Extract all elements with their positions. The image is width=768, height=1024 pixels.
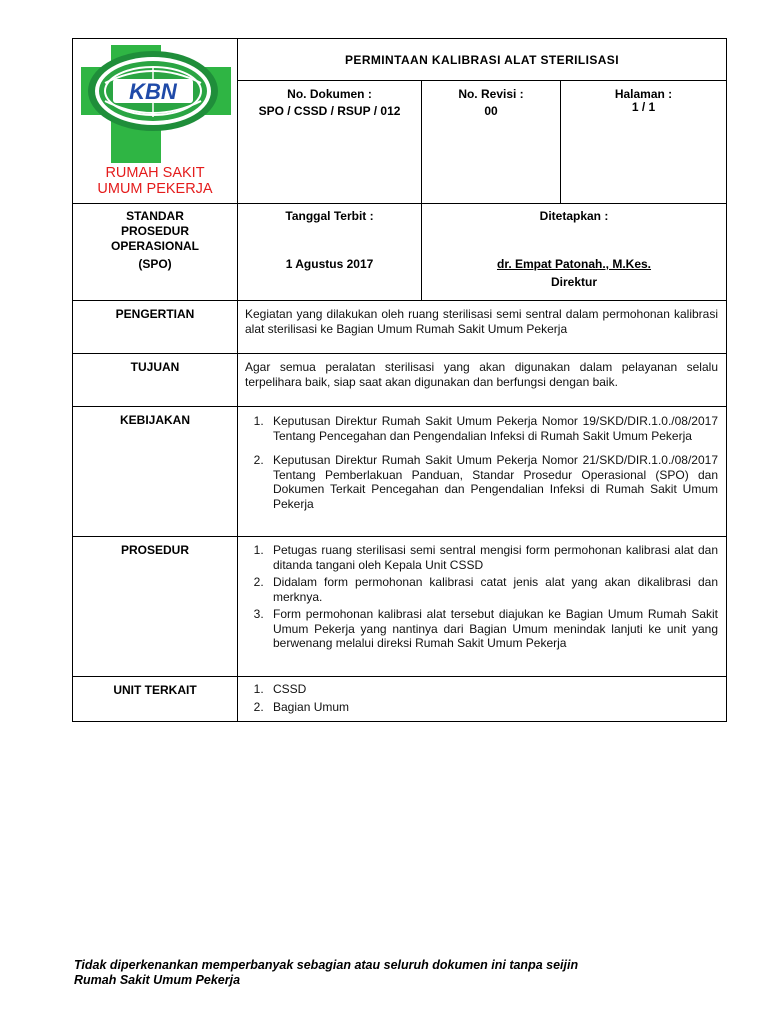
kbn-logo-icon — [73, 39, 237, 169]
hospital-name-line2: UMUM PEKERJA — [97, 181, 213, 197]
unit-terkait-list — [245, 682, 718, 714]
doc-number-label: No. Dokumen : — [287, 87, 372, 102]
approval-label: Ditetapkan : — [539, 209, 609, 223]
signer-role: Direktur — [550, 275, 597, 289]
spo-table — [72, 38, 727, 722]
revision-cell — [422, 81, 561, 204]
spo-line2: PROSEDUR — [120, 224, 189, 238]
tujuan-label: TUJUAN — [73, 354, 238, 407]
list-item: 2. Bagian Umum — [267, 700, 718, 715]
issue-date-value: 1 Agustus 2017 — [285, 257, 374, 271]
doc-number-value: SPO / CSSD / RSUP / 012 — [258, 104, 401, 119]
spo-line3: OPERASIONAL — [110, 239, 199, 253]
footer-line1: Tidak diperkenankan memperbanyak sebagian atau seluruh dokumen ini tanpa seijin — [74, 958, 579, 972]
footer-line2: Rumah Sakit Umum Pekerja — [74, 973, 241, 987]
page-value: 1 / 1 — [631, 100, 656, 115]
footer-note — [74, 958, 578, 988]
pengertian-label: PENGERTIAN — [73, 301, 238, 354]
issue-date-cell — [238, 204, 422, 301]
unit-terkait-label: UNIT TERKAIT — [73, 677, 238, 722]
hospital-name-line1: RUMAH SAKIT — [105, 165, 205, 181]
revision-label: No. Revisi : — [458, 87, 524, 102]
list-item: 3. Form permohonan kalibrasi alat tersebut diajukan ke Bagian Umum Rumah Sakit Umum Pekerja yang nantinya dari Bagian Umum menindak lanjuti ke unit yang berwenang melalui direksi Rumah Sakit Umum Pekerja — [267, 607, 718, 651]
unit-terkait-content — [238, 677, 727, 722]
spo-line1: STANDAR — [126, 209, 184, 223]
kebijakan-list — [245, 414, 718, 511]
revision-value: 00 — [484, 104, 498, 119]
page-cell — [561, 81, 727, 204]
prosedur-list — [245, 543, 718, 651]
list-item: 1. Keputusan Direktur Rumah Sakit Umum Pekerja Nomor 19/SKD/DIR.1.0./08/2017 Tentang Pencegahan dan Pengendalian Infeksi di Rumah Sakit Umum Pekerja — [267, 414, 718, 443]
tujuan-text: Agar semua peralatan sterilisasi yang akan digunakan dalam pelayanan selalu terpelihara baik, siap saat akan digunakan dan berfungsi dengan baik. — [238, 354, 727, 407]
spo-label-cell — [73, 204, 238, 301]
list-item: 1. CSSD — [267, 682, 718, 697]
logo-text: KBN — [129, 79, 177, 104]
spo-document — [72, 38, 726, 722]
list-item: 2. Keputusan Direktur Rumah Sakit Umum Pekerja Nomor 21/SKD/DIR.1.0./08/2017 Tentang Pemberlakuan Panduan, Standar Prosedur Operasional (SPO) dan Dokumen Terkait Pencegahan dan Pengendalian Infeksi di Rumah Sakit Umum Pekerja — [267, 453, 718, 511]
pengertian-text: Kegiatan yang dilakukan oleh ruang sterilisasi semi sentral dalam permohonan kalibrasi alat sterilisasi ke Bagian Umum Rumah Sakit Umum Pekerja — [238, 301, 727, 354]
spo-line4: (SPO) — [138, 257, 172, 271]
issue-date-label: Tanggal Terbit : — [285, 209, 374, 223]
hospital-logo-cell — [73, 39, 238, 204]
list-item: 1. Petugas ruang sterilisasi semi sentral mengisi form permohonan kalibrasi alat dan ditanda tangani oleh Kepala Unit CSSD — [267, 543, 718, 572]
doc-number-cell — [238, 81, 422, 204]
list-item: 2. Didalam form permohonan kalibrasi catat jenis alat yang akan dikalibrasi dan merknya. — [267, 575, 718, 604]
kebijakan-label: KEBIJAKAN — [73, 407, 238, 537]
approval-cell — [422, 204, 727, 301]
prosedur-content — [238, 537, 727, 677]
signer-name: dr. Empat Patonah., M.Kes. — [496, 257, 652, 271]
document-title: PERMINTAAN KALIBRASI ALAT STERILISASI — [238, 39, 727, 81]
page-label: Halaman : — [614, 87, 673, 102]
prosedur-label: PROSEDUR — [73, 537, 238, 677]
kebijakan-content — [238, 407, 727, 537]
